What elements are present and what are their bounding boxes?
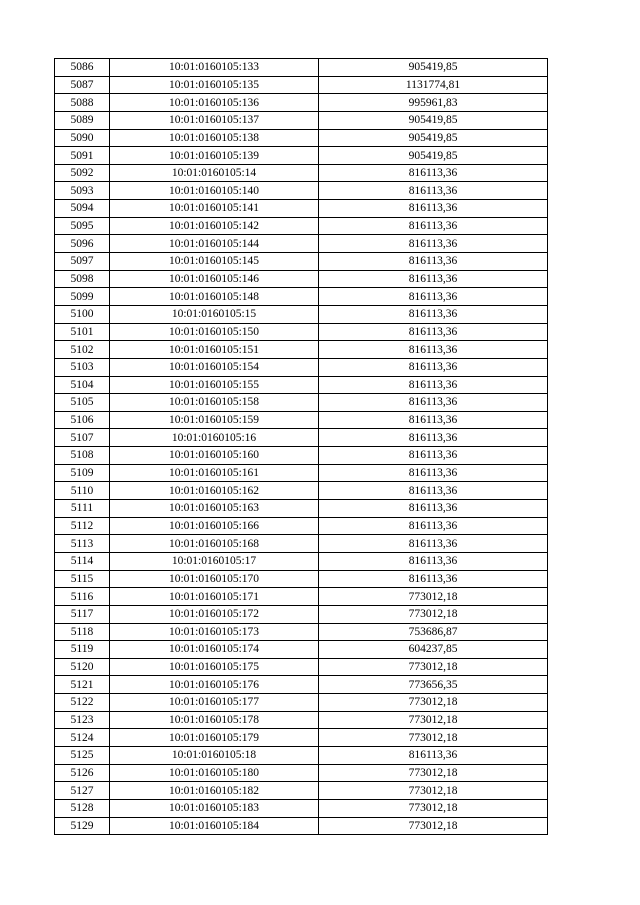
row-number-cell: 5121 xyxy=(55,676,110,694)
cadastral-number-cell: 10:01:0160105:178 xyxy=(110,711,319,729)
row-number-cell: 5113 xyxy=(55,535,110,553)
cadastral-number-cell: 10:01:0160105:184 xyxy=(110,817,319,835)
cadastral-value-cell: 816113,36 xyxy=(319,182,548,200)
cadastral-number-cell: 10:01:0160105:182 xyxy=(110,782,319,800)
cadastral-value-cell: 773656,35 xyxy=(319,676,548,694)
cadastral-number-cell: 10:01:0160105:154 xyxy=(110,358,319,376)
cadastral-value-table xyxy=(54,58,548,835)
cadastral-number-cell: 10:01:0160105:162 xyxy=(110,482,319,500)
row-number-cell: 5088 xyxy=(55,94,110,112)
table-row xyxy=(55,147,548,165)
row-number-cell: 5110 xyxy=(55,482,110,500)
row-number-cell: 5096 xyxy=(55,235,110,253)
table-row xyxy=(55,500,548,518)
table-row xyxy=(55,782,548,800)
cadastral-number-cell: 10:01:0160105:133 xyxy=(110,59,319,77)
row-number-cell: 5128 xyxy=(55,799,110,817)
table-row xyxy=(55,482,548,500)
table-row xyxy=(55,411,548,429)
cadastral-number-cell: 10:01:0160105:160 xyxy=(110,447,319,465)
cadastral-value-cell: 816113,36 xyxy=(319,464,548,482)
cadastral-value-cell: 816113,36 xyxy=(319,253,548,271)
cadastral-value-cell: 905419,85 xyxy=(319,59,548,77)
row-number-cell: 5098 xyxy=(55,270,110,288)
table-row xyxy=(55,588,548,606)
cadastral-number-cell: 10:01:0160105:158 xyxy=(110,394,319,412)
row-number-cell: 5086 xyxy=(55,59,110,77)
cadastral-value-cell: 816113,36 xyxy=(319,164,548,182)
table-row xyxy=(55,799,548,817)
row-number-cell: 5101 xyxy=(55,323,110,341)
cadastral-number-cell: 10:01:0160105:16 xyxy=(110,429,319,447)
cadastral-value-cell: 773012,18 xyxy=(319,729,548,747)
table-row xyxy=(55,129,548,147)
row-number-cell: 5087 xyxy=(55,76,110,94)
row-number-cell: 5124 xyxy=(55,729,110,747)
table-row xyxy=(55,764,548,782)
cadastral-value-cell: 816113,36 xyxy=(319,570,548,588)
table-row xyxy=(55,59,548,77)
row-number-cell: 5106 xyxy=(55,411,110,429)
row-number-cell: 5095 xyxy=(55,217,110,235)
cadastral-value-cell: 773012,18 xyxy=(319,764,548,782)
table-row xyxy=(55,570,548,588)
cadastral-value-cell: 816113,36 xyxy=(319,358,548,376)
cadastral-number-cell: 10:01:0160105:142 xyxy=(110,217,319,235)
row-number-cell: 5104 xyxy=(55,376,110,394)
cadastral-number-cell: 10:01:0160105:175 xyxy=(110,658,319,676)
cadastral-value-cell: 773012,18 xyxy=(319,658,548,676)
cadastral-value-cell: 905419,85 xyxy=(319,147,548,165)
row-number-cell: 5090 xyxy=(55,129,110,147)
table-row xyxy=(55,535,548,553)
table-row xyxy=(55,76,548,94)
table-row xyxy=(55,200,548,218)
table-row xyxy=(55,164,548,182)
row-number-cell: 5099 xyxy=(55,288,110,306)
cadastral-number-cell: 10:01:0160105:183 xyxy=(110,799,319,817)
table-row xyxy=(55,464,548,482)
row-number-cell: 5116 xyxy=(55,588,110,606)
row-number-cell: 5109 xyxy=(55,464,110,482)
cadastral-number-cell: 10:01:0160105:172 xyxy=(110,605,319,623)
cadastral-value-cell: 816113,36 xyxy=(319,217,548,235)
cadastral-number-cell: 10:01:0160105:151 xyxy=(110,341,319,359)
cadastral-value-cell: 816113,36 xyxy=(319,447,548,465)
cadastral-number-cell: 10:01:0160105:18 xyxy=(110,746,319,764)
cadastral-value-cell: 816113,36 xyxy=(319,341,548,359)
table-row xyxy=(55,517,548,535)
cadastral-number-cell: 10:01:0160105:138 xyxy=(110,129,319,147)
cadastral-value-cell: 816113,36 xyxy=(319,482,548,500)
table-row xyxy=(55,341,548,359)
row-number-cell: 5120 xyxy=(55,658,110,676)
row-number-cell: 5103 xyxy=(55,358,110,376)
table-row xyxy=(55,729,548,747)
cadastral-value-cell: 753686,87 xyxy=(319,623,548,641)
row-number-cell: 5093 xyxy=(55,182,110,200)
row-number-cell: 5129 xyxy=(55,817,110,835)
table-body xyxy=(55,59,548,835)
cadastral-number-cell: 10:01:0160105:140 xyxy=(110,182,319,200)
row-number-cell: 5105 xyxy=(55,394,110,412)
cadastral-number-cell: 10:01:0160105:146 xyxy=(110,270,319,288)
cadastral-number-cell: 10:01:0160105:14 xyxy=(110,164,319,182)
cadastral-value-cell: 816113,36 xyxy=(319,376,548,394)
cadastral-number-cell: 10:01:0160105:161 xyxy=(110,464,319,482)
cadastral-number-cell: 10:01:0160105:173 xyxy=(110,623,319,641)
table-row xyxy=(55,658,548,676)
cadastral-value-cell: 604237,85 xyxy=(319,641,548,659)
cadastral-number-cell: 10:01:0160105:159 xyxy=(110,411,319,429)
cadastral-number-cell: 10:01:0160105:137 xyxy=(110,111,319,129)
cadastral-value-cell: 773012,18 xyxy=(319,694,548,712)
cadastral-number-cell: 10:01:0160105:177 xyxy=(110,694,319,712)
row-number-cell: 5092 xyxy=(55,164,110,182)
cadastral-value-cell: 816113,36 xyxy=(319,270,548,288)
row-number-cell: 5111 xyxy=(55,500,110,518)
cadastral-value-cell: 816113,36 xyxy=(319,305,548,323)
row-number-cell: 5089 xyxy=(55,111,110,129)
table-row xyxy=(55,711,548,729)
cadastral-value-cell: 773012,18 xyxy=(319,817,548,835)
table-row xyxy=(55,288,548,306)
cadastral-value-cell: 816113,36 xyxy=(319,394,548,412)
row-number-cell: 5125 xyxy=(55,746,110,764)
row-number-cell: 5091 xyxy=(55,147,110,165)
table-row xyxy=(55,358,548,376)
row-number-cell: 5118 xyxy=(55,623,110,641)
cadastral-value-cell: 816113,36 xyxy=(319,288,548,306)
table-row xyxy=(55,270,548,288)
cadastral-number-cell: 10:01:0160105:136 xyxy=(110,94,319,112)
row-number-cell: 5094 xyxy=(55,200,110,218)
cadastral-value-cell: 816113,36 xyxy=(319,517,548,535)
cadastral-number-cell: 10:01:0160105:163 xyxy=(110,500,319,518)
cadastral-number-cell: 10:01:0160105:145 xyxy=(110,253,319,271)
cadastral-value-cell: 773012,18 xyxy=(319,799,548,817)
table-row xyxy=(55,376,548,394)
cadastral-value-cell: 773012,18 xyxy=(319,588,548,606)
cadastral-value-cell: 816113,36 xyxy=(319,323,548,341)
table-row xyxy=(55,394,548,412)
cadastral-number-cell: 10:01:0160105:174 xyxy=(110,641,319,659)
cadastral-number-cell: 10:01:0160105:171 xyxy=(110,588,319,606)
cadastral-value-cell: 995961,83 xyxy=(319,94,548,112)
cadastral-number-cell: 10:01:0160105:15 xyxy=(110,305,319,323)
table-row xyxy=(55,235,548,253)
cadastral-number-cell: 10:01:0160105:176 xyxy=(110,676,319,694)
table-row xyxy=(55,253,548,271)
cadastral-number-cell: 10:01:0160105:139 xyxy=(110,147,319,165)
row-number-cell: 5127 xyxy=(55,782,110,800)
cadastral-number-cell: 10:01:0160105:141 xyxy=(110,200,319,218)
cadastral-value-cell: 905419,85 xyxy=(319,111,548,129)
row-number-cell: 5119 xyxy=(55,641,110,659)
cadastral-number-cell: 10:01:0160105:148 xyxy=(110,288,319,306)
table-row xyxy=(55,182,548,200)
table-row xyxy=(55,641,548,659)
table-row xyxy=(55,94,548,112)
cadastral-value-cell: 816113,36 xyxy=(319,552,548,570)
table-row xyxy=(55,305,548,323)
table-row xyxy=(55,552,548,570)
cadastral-value-cell: 816113,36 xyxy=(319,500,548,518)
table-row xyxy=(55,694,548,712)
cadastral-value-cell: 816113,36 xyxy=(319,429,548,447)
row-number-cell: 5102 xyxy=(55,341,110,359)
cadastral-value-cell: 816113,36 xyxy=(319,200,548,218)
cadastral-number-cell: 10:01:0160105:180 xyxy=(110,764,319,782)
row-number-cell: 5114 xyxy=(55,552,110,570)
cadastral-number-cell: 10:01:0160105:150 xyxy=(110,323,319,341)
row-number-cell: 5123 xyxy=(55,711,110,729)
cadastral-value-cell: 816113,36 xyxy=(319,746,548,764)
table-row xyxy=(55,676,548,694)
row-number-cell: 5108 xyxy=(55,447,110,465)
table-row xyxy=(55,623,548,641)
row-number-cell: 5100 xyxy=(55,305,110,323)
table-row xyxy=(55,429,548,447)
row-number-cell: 5122 xyxy=(55,694,110,712)
cadastral-number-cell: 10:01:0160105:144 xyxy=(110,235,319,253)
cadastral-number-cell: 10:01:0160105:17 xyxy=(110,552,319,570)
cadastral-value-cell: 1131774,81 xyxy=(319,76,548,94)
cadastral-number-cell: 10:01:0160105:170 xyxy=(110,570,319,588)
table-row xyxy=(55,447,548,465)
cadastral-number-cell: 10:01:0160105:155 xyxy=(110,376,319,394)
table-row xyxy=(55,217,548,235)
row-number-cell: 5117 xyxy=(55,605,110,623)
table-row xyxy=(55,817,548,835)
row-number-cell: 5097 xyxy=(55,253,110,271)
row-number-cell: 5126 xyxy=(55,764,110,782)
table-row xyxy=(55,605,548,623)
cadastral-value-cell: 816113,36 xyxy=(319,535,548,553)
table-row xyxy=(55,111,548,129)
cadastral-value-cell: 773012,18 xyxy=(319,605,548,623)
table-row xyxy=(55,323,548,341)
row-number-cell: 5115 xyxy=(55,570,110,588)
cadastral-value-cell: 816113,36 xyxy=(319,411,548,429)
cadastral-value-cell: 773012,18 xyxy=(319,711,548,729)
cadastral-value-cell: 816113,36 xyxy=(319,235,548,253)
cadastral-number-cell: 10:01:0160105:135 xyxy=(110,76,319,94)
table-row xyxy=(55,746,548,764)
row-number-cell: 5107 xyxy=(55,429,110,447)
cadastral-value-cell: 773012,18 xyxy=(319,782,548,800)
cadastral-number-cell: 10:01:0160105:179 xyxy=(110,729,319,747)
cadastral-number-cell: 10:01:0160105:168 xyxy=(110,535,319,553)
cadastral-value-cell: 905419,85 xyxy=(319,129,548,147)
cadastral-number-cell: 10:01:0160105:166 xyxy=(110,517,319,535)
row-number-cell: 5112 xyxy=(55,517,110,535)
